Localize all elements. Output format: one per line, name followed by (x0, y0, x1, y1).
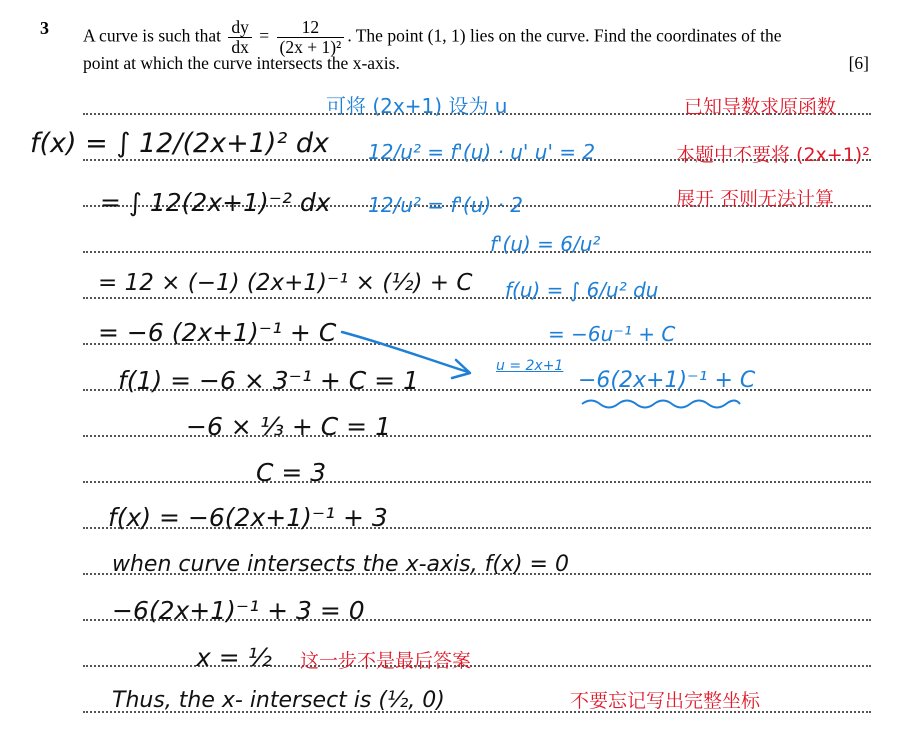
blue-note: f'(u) = 6/u² (490, 232, 601, 256)
blue-note: f(u) = ∫ 6/u² du (505, 278, 659, 302)
work-step: when curve intersects the x-axis, f(x) = 0 (112, 552, 569, 577)
work-step: f(x) = ∫ 12/(2x+1)² dx (30, 128, 329, 159)
question-text-after: . The point (1, 1) lies on the curve. Find the coordinates of the (347, 25, 782, 46)
red-note: 这一步不是最后答案 (300, 650, 472, 672)
work-step: −6 × ⅓ + C = 1 (186, 412, 391, 441)
red-note: 不要忘记写出完整坐标 (570, 690, 761, 712)
work-step: x = ½ (196, 643, 272, 672)
blue-note: 12/u² = f'(u) · 2 (368, 193, 523, 217)
work-step: = −6 (2x+1)⁻¹ + C (98, 318, 337, 347)
rhs-denominator: (2x + 1)² (279, 37, 342, 57)
work-step: f(x) = −6(2x+1)⁻¹ + 3 (108, 503, 388, 532)
blue-note: u = 2x+1 (496, 358, 564, 374)
answer-rule (83, 251, 871, 253)
red-note: 已知导数求原函数 (684, 96, 837, 118)
question-line-1 (83, 18, 781, 57)
work-step: f(1) = −6 × 3⁻¹ + C = 1 (118, 366, 419, 395)
blue-note: 可将 (2x+1) 设为 u (326, 94, 508, 118)
derivative-dy: dy (228, 18, 252, 38)
equals-sign: = (259, 25, 270, 46)
red-note: 展开 否则无法计算 (676, 188, 835, 210)
question-line-2: point at which the curve intersects the x-axis. (83, 53, 400, 73)
question-number: 3 (40, 18, 49, 38)
work-step: = ∫ 12(2x+1)⁻² dx (100, 188, 331, 217)
answer-rule (83, 297, 871, 299)
answer-rule (83, 481, 871, 483)
rhs-numerator: 12 (277, 18, 345, 38)
question-marks: [6] (848, 53, 869, 73)
blue-note: −6(2x+1)⁻¹ + C (578, 368, 756, 393)
blue-note: 12/u² = f'(u) · u' u' = 2 (368, 140, 596, 164)
work-step: = 12 × (−1) (2x+1)⁻¹ × (½) + C (98, 270, 473, 296)
question-text-before: A curve is such that (83, 25, 222, 46)
derivative-dx: dx (231, 37, 249, 57)
rhs-fraction (277, 18, 345, 57)
blue-note: = −6u⁻¹ + C (548, 322, 676, 346)
work-step: −6(2x+1)⁻¹ + 3 = 0 (112, 596, 365, 625)
work-step: Thus, the x- intersect is (½, 0) (112, 688, 445, 713)
derivative-fraction (228, 18, 252, 57)
work-step: C = 3 (256, 458, 327, 487)
red-note: 本题中不要将 (2x+1)² (676, 144, 870, 166)
